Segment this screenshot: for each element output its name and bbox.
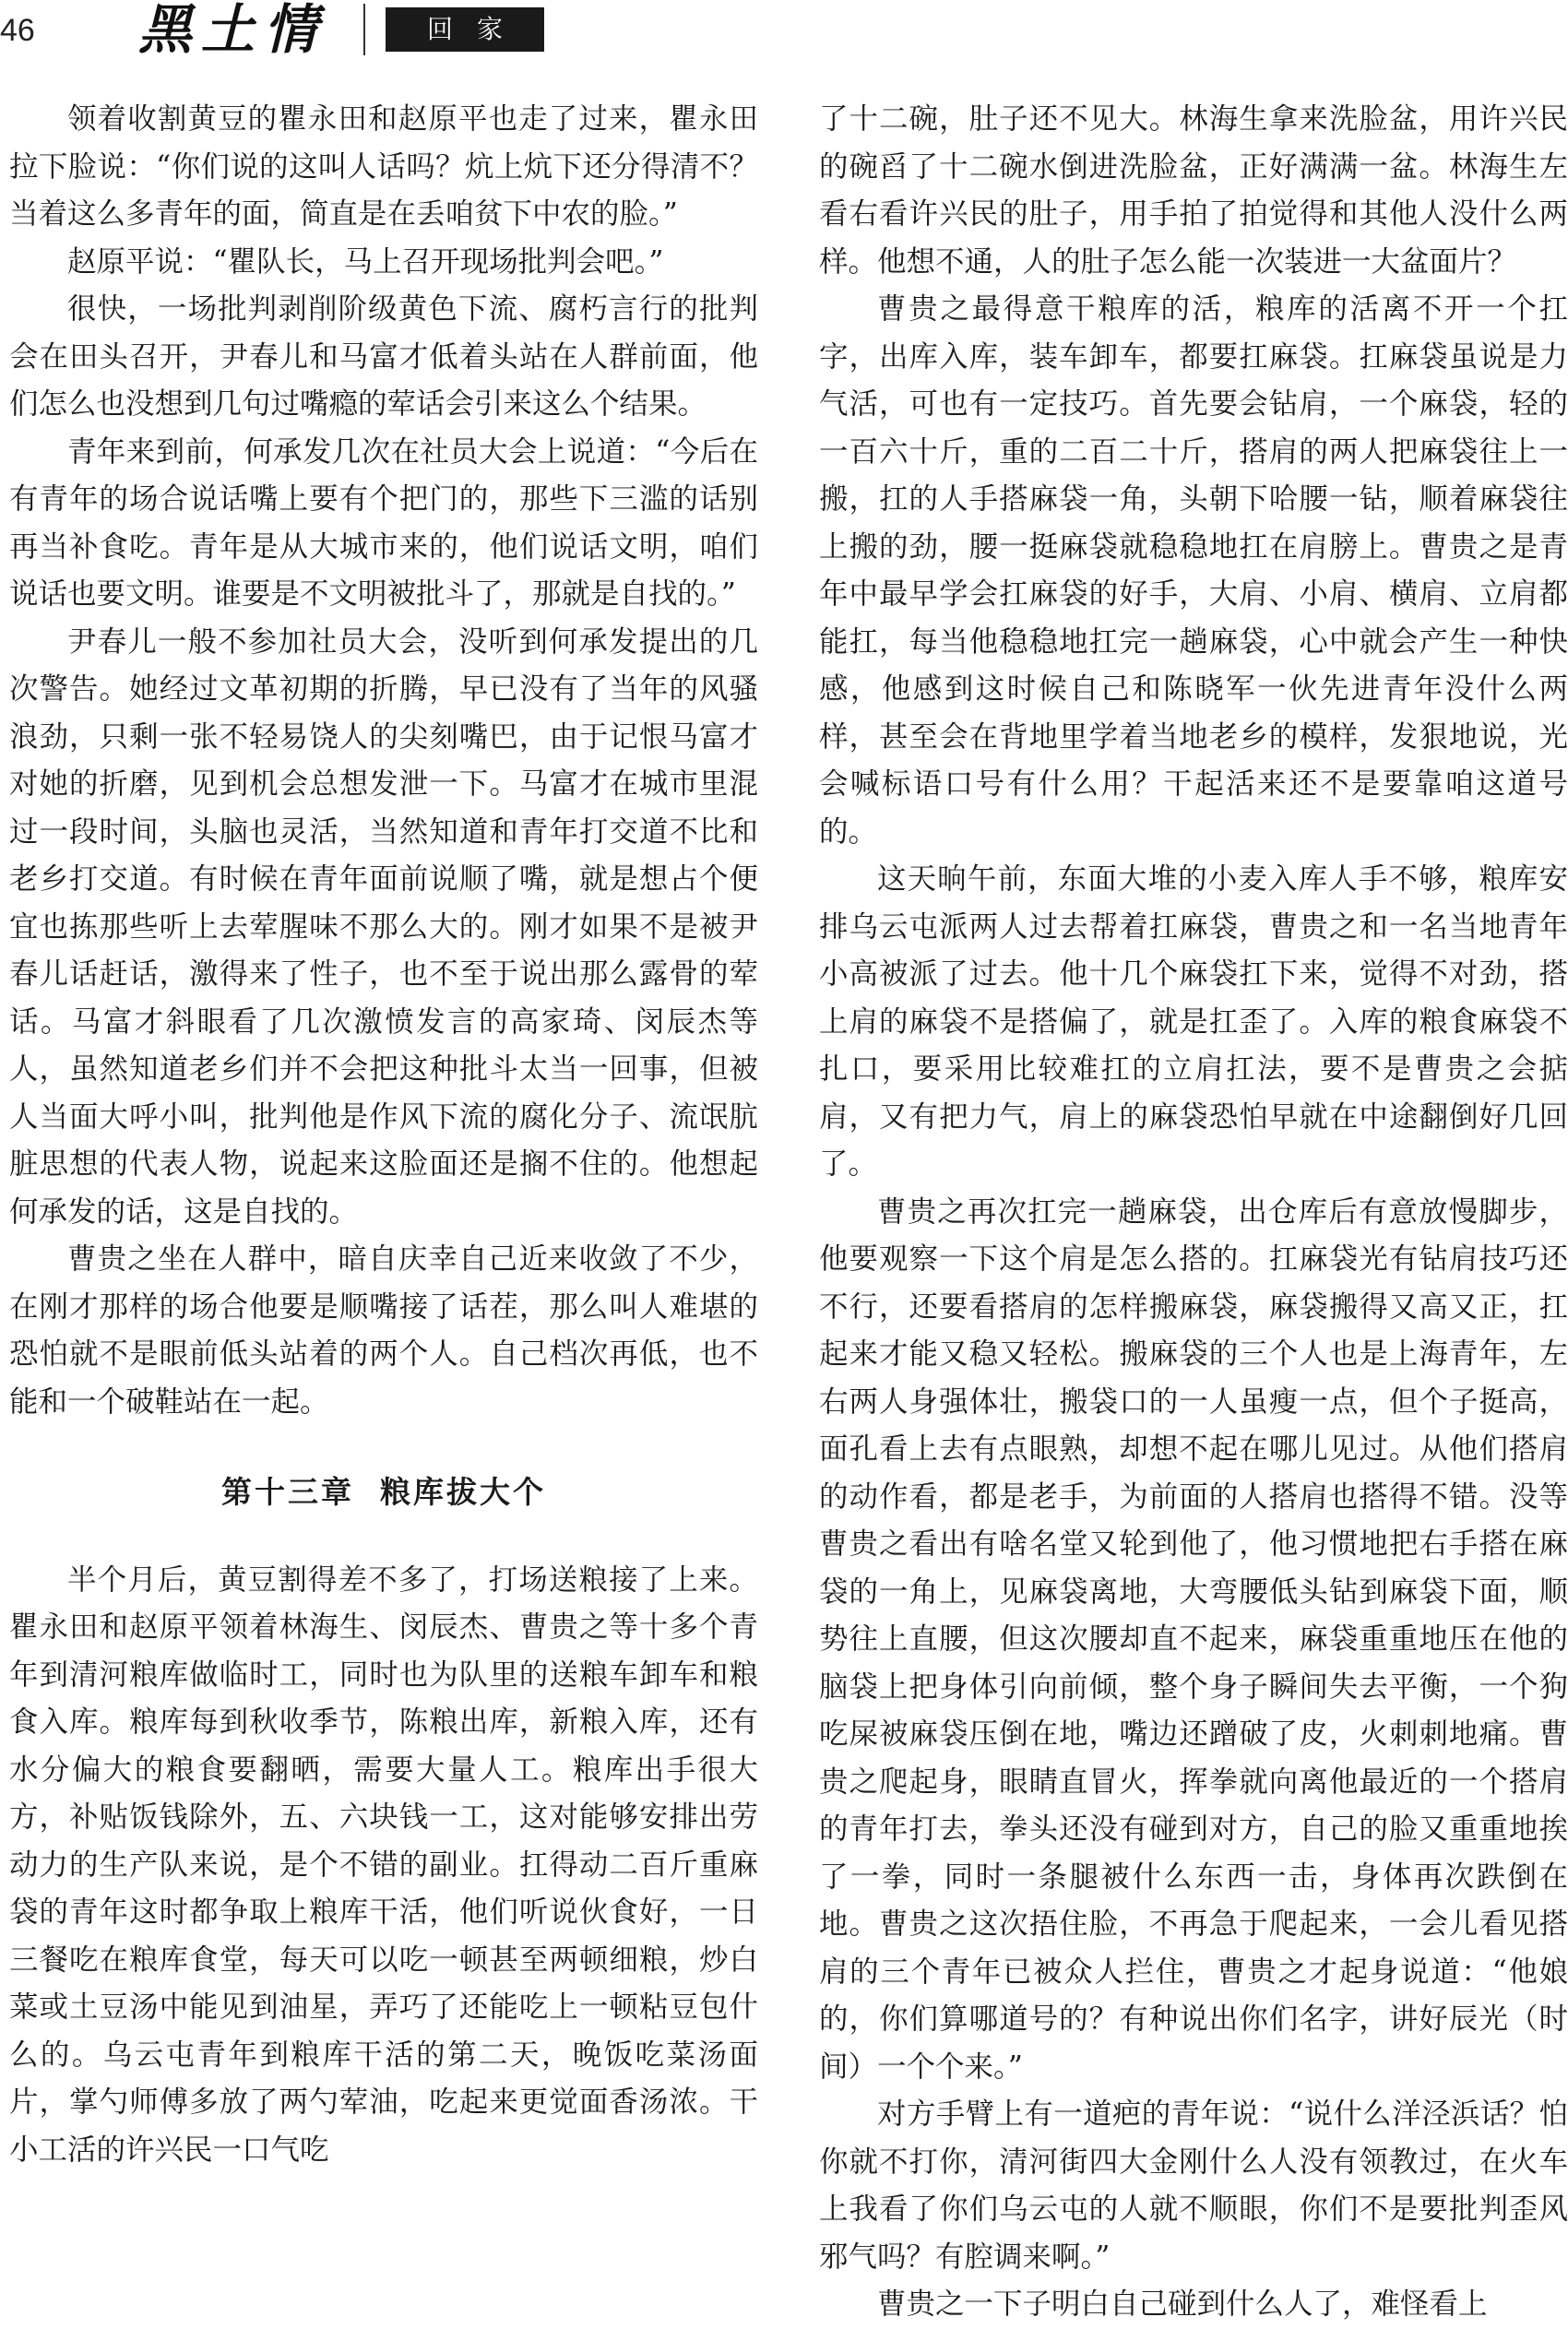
paragraph: 曹贵之坐在人群中，暗自庆幸自己近来收敛了不少，在刚才那样的场合他要是顺嘴接了话茬，那么叫人难堪的恐怕就不是眼前低头站着的两个人。自己档次再低，也不能和一个破鞋站在一起。 [9,1242,758,1419]
paragraph: 尹春儿一般不参加社员大会，没听到何承发提出的几次警告。她经过文革初期的折腾，早已没有了当年的风骚浪劲，只剩一张不轻易饶人的尖刻嘴巴，由于记恨马富才对她的折磨，见到机会总想发泄一下。马富才在城市里混过一段时间，头脑也灵活，当然知道和青年打交道不比和老乡打交道。有时候在青年面前说顺了嘴，就是想占个便宜也拣那些听上去荤腥味不那么大的。刚才如果不是被尹春儿话赶话，激得来了性子，也不至于说出那么露骨的荤话。马富才斜眼看了几次激愤发言的高家琦、闵辰杰等人，虽然知道老乡们并不会把这种批斗太当一回事，但被人当面大呼小叫，批判他是作风下流的腐化分子、流氓肮脏思想的代表人物，说起来这脸面还是搁不住的。他想起何承发的话，这是自找的。 [9,624,758,1229]
page-number: 46 [0,13,35,48]
chapter-number: 第十三章 [221,1474,354,1510]
paragraph: 领着收割黄豆的瞿永田和赵原平也走了过来，瞿永田拉下脸说：“你们说的这叫人话吗？炕上炕下还分得清不？当着这么多青年的面，简直是在丢咱贫下中农的脸。” [9,102,758,231]
paragraph: 青年来到前，何承发几次在社员大会上说道：“今后在有青年的场合说话嘴上要有个把门的，那些下三滥的话别再当补食吃。青年是从大城市来的，他们说话文明，咱们说话也要文明。谁要是不文明被批斗了，那就是自找的。” [9,434,758,611]
paragraph: 曹贵之一下子明白自己碰到什么人了，难怪看上 [877,2287,1488,2321]
magazine-logo: 黑土情 [138,0,327,61]
section-tag: 回家 [386,7,544,52]
paragraph: 对方手臂上有一道疤的青年说：“说什么洋泾浜话？怕你就不打你，清河街四大金刚什么人没有领教过，在火车上我看了你们乌云屯的人就不顺眼，你们不是要批判歪风邪气吗？有腔调来啊。” [819,2097,1568,2274]
page-header [0,0,1568,65]
chapter-name: 粮库拔大个 [380,1474,546,1510]
paragraph: 了十二碗，肚子还不见大。林海生拿来洗脸盆，用许兴民的碗舀了十二碗水倒进洗脸盆，正好满满一盆。林海生左看右看许兴民的肚子，用手拍了拍觉得和其他人没什么两样。他想不通，人的肚子怎么能一次装进一大盆面片？ [819,102,1568,279]
chapter-title [9,1468,758,1516]
paragraph: 曹贵之最得意干粮库的活，粮库的活离不开一个扛字，出库入库，装车卸车，都要扛麻袋。扛麻袋虽说是力气活，可也有一定技巧。首先要会钻肩，一个麻袋，轻的一百六十斤，重的二百二十斤，搭肩的两人把麻袋往上一搬，扛的人手搭麻袋一角，头朝下哈腰一钻，顺着麻袋往上搬的劲，腰一挺麻袋就稳稳地扛在肩膀上。曹贵之是青年中最早学会扛麻袋的好手，大肩、小肩、横肩、立肩都能扛，每当他稳稳地扛完一趟麻袋，心中就会产生一种快感，他感到这时候自己和陈晓军一伙先进青年没什么两样，甚至会在背地里学着当地老乡的模样，发狠地说，光会喊标语口号有什么用？干起活来还不是要靠咱这道号的。 [819,292,1568,849]
paragraph: 很快，一场批判剥削阶级黄色下流、腐朽言行的批判会在田头召开，尹春儿和马富才低着头站在人群前面，他们怎么也没想到几句过嘴瘾的荤话会引来这么个结果。 [9,292,758,421]
right-column [819,96,1568,2329]
left-column [9,96,758,2174]
paragraph: 这天晌午前，东面大堆的小麦入库人手不够，粮库安排乌云屯派两人过去帮着扛麻袋，曹贵之和一名当地青年小高被派了过去。他十几个麻袋扛下来，觉得不对劲，搭上肩的麻袋不是搭偏了，就是扛歪了。入库的粮食麻袋不扎口，要采用比较难扛的立肩扛法，要不是曹贵之会掂肩，又有把力气，肩上的麻袋恐怕早就在中途翻倒好几回了。 [819,862,1568,1181]
paragraph: 赵原平说：“瞿队长，马上召开现场批判会吧。” [67,244,664,279]
header-divider [363,4,365,55]
paragraph: 半个月后，黄豆割得差不多了，打场送粮接了上来。瞿永田和赵原平领着林海生、闵辰杰、曹贵之等十多个青年到清河粮库做临时工，同时也为队里的送粮车卸车和粮食入库。粮库每到秋收季节，陈粮出库，新粮入库，还有水分偏大的粮食要翻晒，需要大量人工。粮库出手很大方，补贴饭钱除外，五、六块钱一工，这对能够安排出劳动力的生产队来说，是个不错的副业。扛得动二百斤重麻袋的青年这时都争取上粮库干活，他们听说伙食好，一日三餐吃在粮库食堂，每天可以吃一顿甚至两顿细粮，炒白菜或土豆汤中能见到油星，弄巧了还能吃上一顿粘豆包什么的。乌云屯青年到粮库干活的第二天，晚饭吃菜汤面片，掌勺师傅多放了两勺荤油，吃起来更觉面香汤浓。干小工活的许兴民一口气吃 [9,1563,758,2167]
paragraph: 曹贵之再次扛完一趟麻袋，出仓库后有意放慢脚步，他要观察一下这个肩是怎么搭的。扛麻袋光有钻肩技巧还不行，还要看搭肩的怎样搬麻袋，麻袋搬得又高又正，扛起来才能又稳又轻松。搬麻袋的三个人也是上海青年，左右两人身强体壮，搬袋口的一人虽瘦一点，但个子挺高，面孔看上去有点眼熟，却想不起在哪儿见过。从他们搭肩的动作看，都是老手，为前面的人搭肩也搭得不错。没等曹贵之看出有啥名堂又轮到他了，他习惯地把右手搭在麻袋的一角上，见麻袋离地，大弯腰低头钻到麻袋下面，顺势往上直腰，但这次腰却直不起来，麻袋重重地压在他的脑袋上把身体引向前倾，整个身子瞬间失去平衡，一个狗吃屎被麻袋压倒在地，嘴边还蹭破了皮，火刺刺地痛。曹贵之爬起身，眼睛直冒火，挥拳就向离他最近的一个搭肩的青年打去，拳头还没有碰到对方，自己的脸又重重地挨了一拳，同时一条腿被什么东西一击，身体再次跌倒在地。曹贵之这次捂住脸，不再急于爬起来，一会儿看见搭肩的三个青年已被众人拦住，曹贵之才起身说道：“他娘的，你们算哪道号的？有种说出你们名字，讲好辰光（时间）一个个来。” [819,1194,1568,2084]
